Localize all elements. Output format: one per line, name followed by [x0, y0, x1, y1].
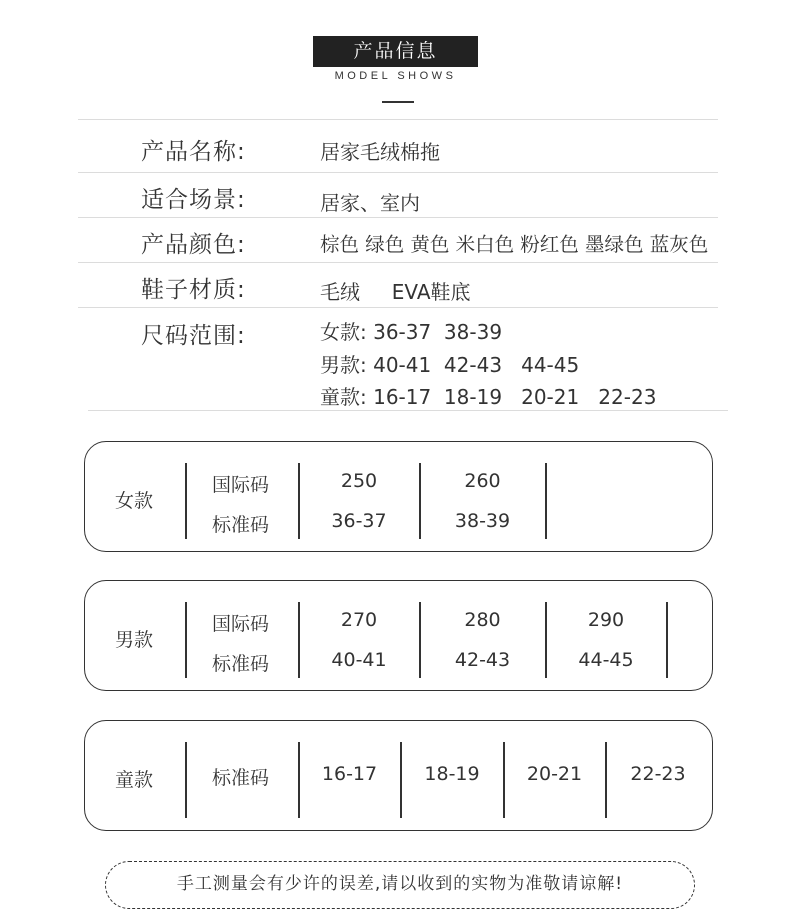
title-divider	[382, 101, 414, 103]
column-divider	[185, 463, 187, 539]
table-cell: 250	[340, 470, 378, 492]
table-cell: 18-19	[424, 763, 480, 785]
table-cell: 42-43	[454, 649, 511, 671]
row-label-std: 标准码	[212, 653, 270, 675]
table-category: 女款	[115, 490, 154, 512]
column-divider	[666, 602, 668, 678]
section-title: 产品信息	[313, 36, 478, 67]
table-cell: 280	[464, 609, 501, 631]
section-subtitle: MODEL SHOWS	[334, 70, 457, 82]
column-divider	[185, 602, 187, 678]
size-table-kids	[84, 720, 713, 831]
info-value-sizes-men: 男款: 40-41 42-43 44-45	[320, 353, 580, 377]
table-cell: 40-41	[331, 649, 387, 671]
row-label-std: 标准码	[212, 767, 270, 789]
info-value-scene: 居家、室内	[320, 191, 420, 215]
table-cell: 270	[340, 609, 378, 631]
info-divider	[78, 119, 718, 120]
info-label-sizes: 尺码范围:	[141, 323, 246, 349]
info-value-sizes-women: 女款: 36-37 38-39	[320, 320, 503, 344]
table-cell: 290	[587, 609, 625, 631]
info-value-sizes-kids: 童款: 16-17 18-19 20-21 22-23	[320, 385, 657, 409]
info-divider	[88, 410, 728, 411]
info-label-material: 鞋子材质:	[141, 277, 246, 303]
column-divider	[185, 742, 187, 818]
info-divider	[78, 262, 718, 263]
row-label-intl: 国际码	[212, 613, 270, 635]
info-divider	[78, 307, 718, 308]
table-cell: 16-17	[321, 763, 378, 785]
size-table-women	[84, 441, 713, 552]
table-cell: 22-23	[630, 763, 686, 785]
column-divider	[545, 463, 547, 539]
row-label-intl: 国际码	[212, 474, 270, 496]
info-label-name: 产品名称:	[141, 139, 246, 165]
table-category: 童款	[115, 769, 154, 791]
table-cell: 44-45	[578, 649, 634, 671]
info-value-colors: 棕色 绿色 黄色 米白色 粉红色 墨绿色 蓝灰色	[320, 233, 709, 256]
info-label-scene: 适合场景:	[141, 187, 246, 213]
row-label-std: 标准码	[212, 514, 270, 536]
info-divider	[78, 172, 718, 173]
table-cell: 260	[464, 470, 501, 492]
info-value-name: 居家毛绒棉拖	[320, 140, 440, 164]
table-category: 男款	[115, 629, 154, 651]
size-table-men	[84, 580, 713, 691]
info-value-material: 毛绒 EVA鞋底	[320, 280, 471, 304]
measurement-note: 手工测量会有少许的误差,请以收到的实物为准敬请谅解!	[105, 861, 695, 909]
info-label-colors: 产品颜色:	[141, 232, 246, 258]
table-cell: 20-21	[526, 763, 583, 785]
info-divider	[78, 217, 718, 218]
table-cell: 38-39	[454, 510, 511, 532]
table-cell: 36-37	[331, 510, 387, 532]
